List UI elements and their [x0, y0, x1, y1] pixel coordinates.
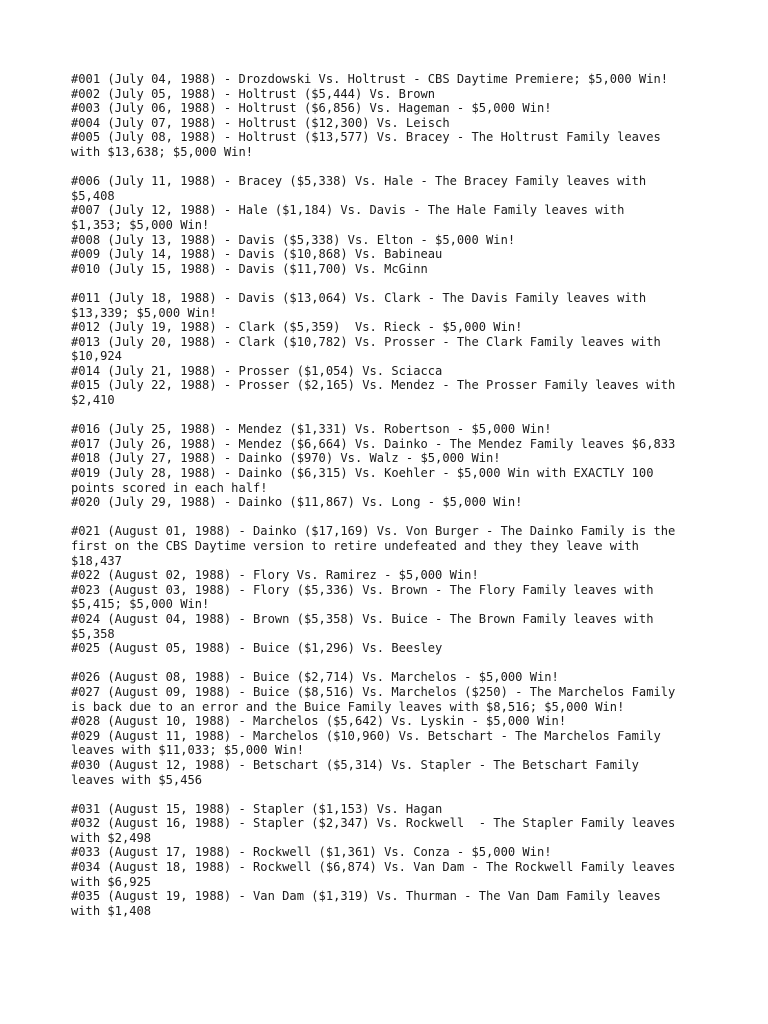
episode-entry: #012 (July 19, 1988) - Clark ($5,359) Vs. Rieck - $5,000 Win! — [71, 320, 523, 335]
episode-entry: #019 (July 28, 1988) - Dainko ($6,315) Vs. Koehler - $5,000 Win with EXACTLY 100 points scored in each half! — [71, 466, 654, 495]
episode-entry: #011 (July 18, 1988) - Davis ($13,064) Vs. Clark - The Davis Family leaves with $13,339; $5,000 Win! — [71, 290, 647, 320]
episode-entry: #021 (August 01, 1988) - Dainko ($17,169) Vs. Von Burger - The Dainko Family is the first on the CBS Daytime version to retire undefeated and they they leave with $18,437 — [71, 524, 676, 568]
episode-entry: #030 (August 12, 1988) - Betschart ($5,314) Vs. Stapler - The Betschart Family leaves with $5,456 — [71, 757, 639, 787]
episode-entry: #027 (August 09, 1988) - Buice ($8,516) Vs. Marchelos ($250) - The Marchelos Family is back due to an error and the Buice Family leaves with $8,516; $5,000 Win! — [71, 684, 676, 714]
episode-entry: #008 (July 13, 1988) - Davis ($5,338) Vs. Elton - $5,000 Win! — [71, 232, 516, 247]
episode-entry: #029 (August 11, 1988) - Marchelos ($10,960) Vs. Betschart - The Marchelos Family leaves with $11,033; $5,000 Win! — [71, 728, 661, 758]
episode-entry: #020 (July 29, 1988) - Dainko ($11,867) Vs. Long - $5,000 Win! — [71, 495, 523, 510]
episode-entry: #006 (July 11, 1988) - Bracey ($5,338) Vs. Hale - The Bracey Family leaves with $5,408 — [71, 174, 647, 203]
episode-entry: #034 (August 18, 1988) - Rockwell ($6,874) Vs. Van Dam - The Rockwell Family leaves with $6,925 — [71, 860, 676, 889]
episode-entry: #016 (July 25, 1988) - Mendez ($1,331) Vs. Robertson - $5,000 Win! — [71, 422, 552, 437]
episode-entry: #033 (August 17, 1988) - Rockwell ($1,361) Vs. Conza - $5,000 Win! — [71, 845, 552, 860]
episode-entry: #003 (July 06, 1988) - Holtrust ($6,856) Vs. Hageman - $5,000 Win! — [71, 101, 552, 116]
episode-entry: #015 (July 22, 1988) - Prosser ($2,165) Vs. Mendez - The Prosser Family leaves with $2,410 — [71, 378, 676, 408]
episode-group — [71, 422, 711, 510]
episode-entry: #007 (July 12, 1988) - Hale ($1,184) Vs. Davis - The Hale Family leaves with $1,353; $5,000 Win! — [71, 203, 625, 232]
episode-entry: #013 (July 20, 1988) - Clark ($10,782) Vs. Prosser - The Clark Family leaves with $10,924 — [71, 334, 661, 364]
episode-entry: #014 (July 21, 1988) - Prosser ($1,054) Vs. Sciacca — [71, 363, 443, 378]
episode-entry: #009 (July 14, 1988) - Davis ($10,868) Vs. Babineau — [71, 247, 443, 262]
episode-group — [71, 174, 711, 276]
episode-entry: #010 (July 15, 1988) - Davis ($11,700) Vs. McGinn — [71, 261, 428, 276]
episode-entry: #024 (August 04, 1988) - Brown ($5,358) Vs. Buice - The Brown Family leaves with $5,358 — [71, 611, 654, 641]
episode-group — [71, 524, 711, 655]
episode-entry: #025 (August 05, 1988) - Buice ($1,296) Vs. Beesley — [71, 641, 443, 656]
episode-entry: #018 (July 27, 1988) - Dainko ($970) Vs. Walz - $5,000 Win! — [71, 451, 501, 466]
episode-entry: #022 (August 02, 1988) - Flory Vs. Ramirez - $5,000 Win! — [71, 568, 479, 583]
episode-entry: #035 (August 19, 1988) - Van Dam ($1,319) Vs. Thurman - The Van Dam Family leaves with $1,408 — [71, 889, 661, 918]
episode-entry: #028 (August 10, 1988) - Marchelos ($5,642) Vs. Lyskin - $5,000 Win! — [71, 714, 567, 729]
episode-entry: #031 (August 15, 1988) - Stapler ($1,153) Vs. Hagan — [71, 801, 443, 816]
episode-entry: #004 (July 07, 1988) - Holtrust ($12,300) Vs. Leisch — [71, 115, 450, 130]
episode-entry: #023 (August 03, 1988) - Flory ($5,336) Vs. Brown - The Flory Family leaves with $5,415; $5,000 Win! — [71, 582, 654, 612]
episode-group — [71, 72, 711, 160]
episode-entry: #001 (July 04, 1988) - Drozdowski Vs. Holtrust - CBS Daytime Premiere; $5,000 Win! — [71, 72, 669, 86]
episode-group — [71, 291, 711, 408]
episode-entry: #017 (July 26, 1988) - Mendez ($6,664) Vs. Dainko - The Mendez Family leaves $6,833 — [71, 436, 676, 451]
episode-entry: #026 (August 08, 1988) - Buice ($2,714) Vs. Marchelos - $5,000 Win! — [71, 670, 559, 685]
episode-entry: #032 (August 16, 1988) - Stapler ($2,347) Vs. Rockwell - The Stapler Family leaves with $2,498 — [71, 816, 676, 845]
episode-list — [71, 72, 711, 933]
episode-entry: #002 (July 05, 1988) - Holtrust ($5,444) Vs. Brown — [71, 86, 436, 101]
episode-group — [71, 802, 711, 919]
episode-entry: #005 (July 08, 1988) - Holtrust ($13,577) Vs. Bracey - The Holtrust Family leaves with $13,638; $5,000 Win! — [71, 130, 661, 159]
episode-group — [71, 670, 711, 787]
